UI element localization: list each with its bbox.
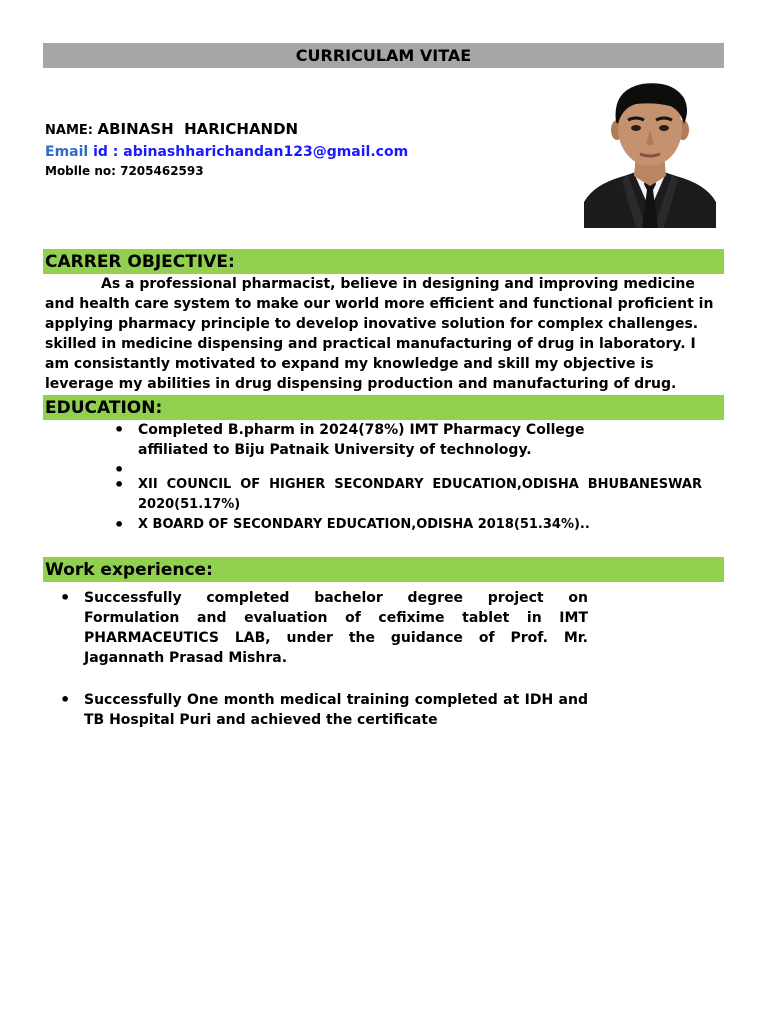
list-item: • X BOARD OF SECONDARY EDUCATION,ODISHA 2018(51.34%)..	[112, 515, 702, 535]
objective-heading: CARRER OBJECTIVE:	[43, 249, 724, 274]
profile-photo-graphic	[584, 80, 716, 228]
email-label: Email	[45, 144, 89, 160]
document-title: CURRICULAM VITAE	[43, 43, 724, 68]
name-line	[45, 119, 565, 141]
list-item-empty	[112, 460, 702, 475]
work-heading: Work experience:	[43, 557, 724, 582]
mobile-line	[45, 163, 565, 179]
name-label: NAME:	[45, 123, 93, 138]
mobile-label: Moblle no:	[45, 164, 116, 178]
profile-photo	[584, 80, 716, 228]
list-item: • XII COUNCIL OF HIGHER SECONDARY EDUCATION,ODISHA BHUBANESWAR 2020(51.17%)	[112, 475, 702, 515]
list-item: • Completed B.pharm in 2024(78%) IMT Pharmacy College affiliated to Biju Patnaik University of technology.	[112, 420, 638, 460]
mobile-value: 7205462593	[120, 164, 204, 178]
list-item: • Successfully One month medical training completed at IDH and TB Hospital Puri and achieved the certificate	[58, 690, 588, 730]
list-item: • Successfully completed bachelor degree project on Formulation and evaluation of cefixime tablet in IMT PHARMACEUTICS LAB, under the guidance of Prof. Mr. Jagannath Prasad Mishra.	[58, 588, 588, 668]
work-list	[58, 588, 588, 730]
name-value: ABINASH HARICHANDN	[97, 120, 299, 138]
contact-header	[45, 119, 565, 179]
objective-text: As a professional pharmacist, believe in designing and improving medicine and health care system to make our world more efficient and functional proficient in applying pharmacy principle to develop inovative solution for complex challenges. skilled in medicine dispensing and practical manufacturing of drug in laboratory. I am consistantly motivated to expand my knowledge and skill my objective is leverage my abilities in drug dispensing production and manufacturing of drug.	[45, 276, 714, 392]
education-list	[112, 420, 702, 535]
email-line	[45, 141, 565, 163]
email-id-label: id :	[93, 144, 119, 160]
email-link[interactable]: abinashharichandan123@gmail.com	[123, 144, 409, 160]
education-heading: EDUCATION:	[43, 395, 724, 420]
